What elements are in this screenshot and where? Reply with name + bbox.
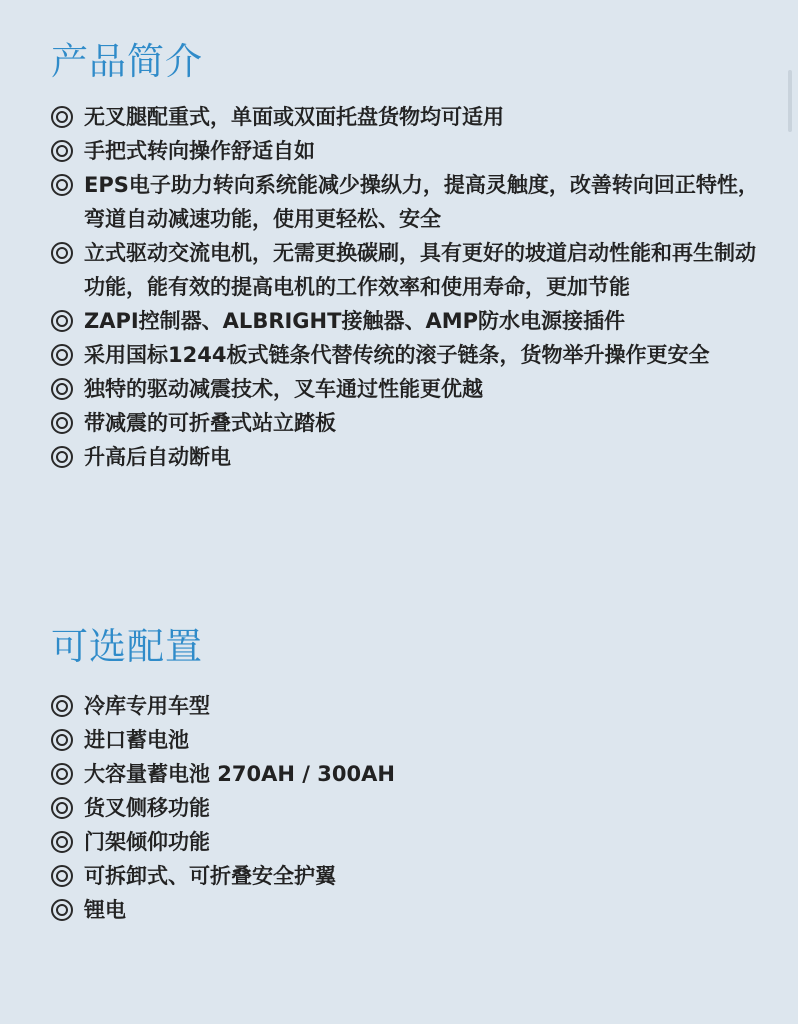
double-circle-icon (51, 174, 73, 196)
list-item-text: 冷库专用车型 (84, 694, 210, 718)
double-circle-icon (51, 140, 73, 162)
list-item (51, 893, 771, 927)
optional-config-title: 可选配置 (51, 625, 203, 668)
double-circle-icon (51, 865, 73, 887)
double-circle-icon (51, 344, 73, 366)
optional-config-list (51, 689, 771, 927)
list-item (51, 791, 771, 825)
list-item (51, 338, 771, 372)
list-item-text: EPS电子助力转向系统能减少操纵力，提高灵触度，改善转向回正特性，弯道自动减速功能，使用更轻松、安全 (84, 173, 759, 231)
double-circle-icon (51, 412, 73, 434)
list-item (51, 100, 771, 134)
list-item-text: 升高后自动断电 (84, 445, 231, 469)
scrollbar-thumb[interactable] (788, 70, 792, 132)
double-circle-icon (51, 695, 73, 717)
product-intro-list (51, 100, 771, 474)
double-circle-icon (51, 729, 73, 751)
list-item-text: 门架倾仰功能 (84, 830, 210, 854)
double-circle-icon (51, 106, 73, 128)
double-circle-icon (51, 446, 73, 468)
double-circle-icon (51, 310, 73, 332)
list-item (51, 134, 771, 168)
list-item-text: 进口蓄电池 (84, 728, 189, 752)
double-circle-icon (51, 242, 73, 264)
list-item-text: 大容量蓄电池 270AH / 300AH (84, 762, 395, 786)
double-circle-icon (51, 797, 73, 819)
list-item (51, 723, 771, 757)
list-item-text: 独特的驱动减震技术，叉车通过性能更优越 (84, 377, 483, 401)
double-circle-icon (51, 831, 73, 853)
list-item-text: 立式驱动交流电机，无需更换碳刷，具有更好的坡道启动性能和再生制动功能，能有效的提高电机的工作效率和使用寿命，更加节能 (84, 241, 756, 299)
list-item-text: 可拆卸式、可折叠安全护翼 (84, 864, 336, 888)
list-item-text: 带减震的可折叠式站立踏板 (84, 411, 336, 435)
list-item-text: 手把式转向操作舒适自如 (84, 139, 315, 163)
list-item (51, 168, 771, 236)
double-circle-icon (51, 763, 73, 785)
list-item (51, 689, 771, 723)
optional-config-section (51, 623, 771, 927)
product-intro-title: 产品简介 (51, 40, 203, 83)
list-item-text: 货叉侧移功能 (84, 796, 210, 820)
product-intro-section (51, 38, 771, 474)
list-item (51, 757, 771, 791)
list-item-text: 锂电 (84, 898, 126, 922)
list-item-text: ZAPI控制器、ALBRIGHT接触器、AMP防水电源接插件 (84, 309, 625, 333)
list-item (51, 859, 771, 893)
list-item (51, 236, 771, 304)
list-item (51, 372, 771, 406)
list-item (51, 825, 771, 859)
double-circle-icon (51, 899, 73, 921)
double-circle-icon (51, 378, 73, 400)
list-item (51, 304, 771, 338)
list-item (51, 440, 771, 474)
list-item (51, 406, 771, 440)
list-item-text: 无叉腿配重式，单面或双面托盘货物均可适用 (84, 105, 504, 129)
list-item-text: 采用国标1244板式链条代替传统的滚子链条，货物举升操作更安全 (84, 343, 710, 367)
